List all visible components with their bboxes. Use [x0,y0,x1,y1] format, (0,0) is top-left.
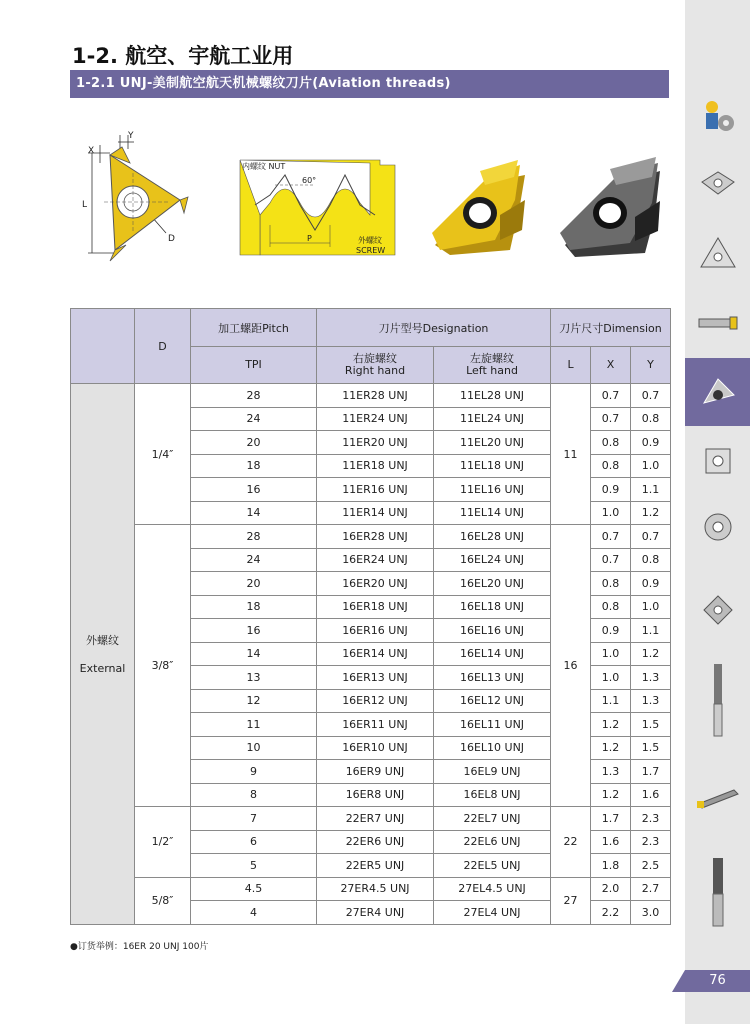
left-hand-cell: 16EL13 UNJ [434,666,551,690]
x-cell: 1.2 [591,713,631,737]
tpi-cell: 28 [191,384,317,408]
x-cell: 1.7 [591,807,631,831]
y-cell: 0.8 [631,407,671,431]
tpi-cell: 20 [191,431,317,455]
right-hand-cell: 27ER4.5 UNJ [317,877,434,901]
diameter-cell: 1/4″ [135,384,191,525]
header-right-en: Right hand [344,364,406,377]
header-designation: 刀片型号Designation [317,309,551,347]
header-blank-cell [71,309,135,384]
y-cell: 1.2 [631,642,671,666]
diameter-cell: 1/2″ [135,807,191,878]
tpi-cell: 5 [191,854,317,878]
tpi-cell: 9 [191,760,317,784]
header-l: L [551,347,591,384]
y-cell: 0.7 [631,525,671,549]
header-dimension: 刀片尺寸Dimension [551,309,671,347]
left-hand-cell: 16EL9 UNJ [434,760,551,784]
thread-type-cell [71,384,135,925]
page-number-corner [672,970,685,992]
tpi-cell: 6 [191,830,317,854]
worker-gear-icon[interactable] [690,92,745,142]
right-hand-cell: 16ER16 UNJ [317,619,434,643]
nut-label: 内螺纹 NUT [242,162,286,171]
left-hand-cell: 11EL16 UNJ [434,478,551,502]
x-cell: 0.7 [591,407,631,431]
right-hand-cell: 16ER20 UNJ [317,572,434,596]
right-hand-cell: 11ER28 UNJ [317,384,434,408]
parting-blade-icon[interactable] [690,298,745,348]
x-cell: 1.0 [591,642,631,666]
right-hand-cell: 16ER11 UNJ [317,713,434,737]
y-cell: 2.3 [631,807,671,831]
table-row [71,877,671,901]
table-row [71,807,671,831]
x-cell: 0.7 [591,384,631,408]
left-hand-cell: 22EL6 UNJ [434,830,551,854]
left-hand-cell: 11EL14 UNJ [434,501,551,525]
tpi-cell: 8 [191,783,317,807]
tpi-cell: 20 [191,572,317,596]
x-cell: 2.2 [591,901,631,925]
left-hand-cell: 22EL7 UNJ [434,807,551,831]
thread-type-cn: 外螺纹 [86,634,119,648]
tpi-cell: 7 [191,807,317,831]
y-cell: 1.2 [631,501,671,525]
tpi-cell: 4.5 [191,877,317,901]
header-x: X [591,347,631,384]
left-hand-cell: 16EL16 UNJ [434,619,551,643]
x-cell: 1.3 [591,760,631,784]
length-cell: 16 [551,525,591,807]
dark-insert-image [560,157,660,257]
x-cell: 0.9 [591,478,631,502]
y-cell: 1.3 [631,666,671,690]
screw-cn-label: 外螺纹 [358,236,382,245]
right-hand-cell: 16ER13 UNJ [317,666,434,690]
left-hand-cell: 16EL20 UNJ [434,572,551,596]
order-example-note: ●订货举例：16ER 20 UNJ 100片 [70,942,209,952]
left-hand-cell: 27EL4.5 UNJ [434,877,551,901]
header-tpi: TPI [191,347,317,384]
table-row [71,525,671,549]
section-subtitle: 1-2.1 UNJ-美制航空航天机械螺纹刀片(Aviation threads) [70,70,669,98]
y-cell: 1.3 [631,689,671,713]
dim-label-x: X [88,146,95,156]
right-hand-cell: 11ER18 UNJ [317,454,434,478]
gold-insert-image [432,160,525,255]
y-cell: 3.0 [631,901,671,925]
length-cell: 11 [551,384,591,525]
diameter-cell: 5/8″ [135,877,191,924]
x-cell: 1.1 [591,689,631,713]
dim-label-y: Y [128,131,134,141]
y-cell: 1.1 [631,619,671,643]
y-cell: 2.7 [631,877,671,901]
right-hand-cell: 16ER9 UNJ [317,760,434,784]
tpi-cell: 24 [191,407,317,431]
x-cell: 0.8 [591,431,631,455]
thread-insert-icon[interactable] [690,366,745,416]
y-cell: 0.7 [631,384,671,408]
right-hand-cell: 11ER24 UNJ [317,407,434,431]
x-cell: 2.0 [591,877,631,901]
y-cell: 2.3 [631,830,671,854]
tpi-cell: 24 [191,548,317,572]
left-hand-cell: 27EL4 UNJ [434,901,551,925]
y-cell: 1.5 [631,713,671,737]
right-hand-cell: 22ER6 UNJ [317,830,434,854]
triangle-insert-icon[interactable] [690,228,745,278]
left-hand-cell: 16EL11 UNJ [434,713,551,737]
category-sidebar [685,0,750,1024]
insert-diagram [70,105,680,305]
square-hole-insert-icon[interactable] [690,436,745,486]
tpi-cell: 16 [191,478,317,502]
x-cell: 0.7 [591,525,631,549]
right-hand-cell: 27ER4 UNJ [317,901,434,925]
round-insert-icon[interactable] [690,502,745,552]
length-cell: 22 [551,807,591,878]
y-cell: 2.5 [631,854,671,878]
tpi-cell: 11 [191,713,317,737]
angle-label: 60° [302,176,317,185]
header-right-cn: 右旋螺纹 [353,352,397,365]
aviation-thread-table [70,308,671,925]
left-hand-cell: 11EL20 UNJ [434,431,551,455]
header-pitch: 加工螺距Pitch [191,309,317,347]
table-row [71,384,671,408]
tpi-cell: 12 [191,689,317,713]
x-cell: 1.0 [591,666,631,690]
header-right-hand [317,347,434,384]
right-hand-cell: 11ER14 UNJ [317,501,434,525]
right-hand-cell: 16ER10 UNJ [317,736,434,760]
x-cell: 0.7 [591,548,631,572]
y-cell: 0.8 [631,548,671,572]
y-cell: 0.9 [631,572,671,596]
header-y: Y [631,347,671,384]
x-cell: 0.8 [591,454,631,478]
header-left-hand [434,347,551,384]
tpi-cell: 14 [191,501,317,525]
screw-en-label: SCREW [356,246,386,255]
length-cell: 27 [551,877,591,924]
tpi-cell: 28 [191,525,317,549]
tpi-cell: 14 [191,642,317,666]
header-left-en: Left hand [466,364,518,377]
left-hand-cell: 16EL14 UNJ [434,642,551,666]
page-title: 1-2. 航空、宇航工业用 [72,44,294,68]
x-cell: 1.8 [591,854,631,878]
header-d: D [135,309,191,384]
tpi-cell: 10 [191,736,317,760]
right-hand-cell: 16ER14 UNJ [317,642,434,666]
left-hand-cell: 16EL24 UNJ [434,548,551,572]
tpi-cell: 4 [191,901,317,925]
header-left-cn: 左旋螺纹 [470,352,514,365]
left-hand-cell: 22EL5 UNJ [434,854,551,878]
page-number: 76 [685,970,750,992]
left-hand-cell: 16EL8 UNJ [434,783,551,807]
tpi-cell: 16 [191,619,317,643]
right-hand-cell: 16ER8 UNJ [317,783,434,807]
square-insert-icon[interactable] [690,158,745,208]
milling-insert-icon[interactable] [690,585,745,635]
tpi-cell: 18 [191,454,317,478]
left-hand-cell: 11EL18 UNJ [434,454,551,478]
right-hand-cell: 22ER5 UNJ [317,854,434,878]
y-cell: 0.9 [631,431,671,455]
right-hand-cell: 16ER28 UNJ [317,525,434,549]
right-hand-cell: 16ER24 UNJ [317,548,434,572]
x-cell: 1.2 [591,783,631,807]
tpi-cell: 18 [191,595,317,619]
insert-outline-shape [104,147,188,261]
right-hand-cell: 11ER16 UNJ [317,478,434,502]
right-hand-cell: 22ER7 UNJ [317,807,434,831]
x-cell: 0.8 [591,595,631,619]
left-hand-cell: 16EL10 UNJ [434,736,551,760]
y-cell: 1.0 [631,595,671,619]
y-cell: 1.0 [631,454,671,478]
x-cell: 1.0 [591,501,631,525]
thread-type-en: External [79,662,126,676]
x-cell: 1.2 [591,736,631,760]
x-cell: 1.6 [591,830,631,854]
dim-label-l: L [82,200,88,210]
x-cell: 0.9 [591,619,631,643]
left-hand-cell: 16EL28 UNJ [434,525,551,549]
drill-icon[interactable] [690,852,745,932]
tpi-cell: 13 [191,666,317,690]
right-hand-cell: 11ER20 UNJ [317,431,434,455]
y-cell: 1.5 [631,736,671,760]
right-hand-cell: 16ER12 UNJ [317,689,434,713]
right-hand-cell: 16ER18 UNJ [317,595,434,619]
left-hand-cell: 16EL18 UNJ [434,595,551,619]
y-cell: 1.7 [631,760,671,784]
y-cell: 1.6 [631,783,671,807]
dim-label-d: D [168,234,175,244]
left-hand-cell: 16EL12 UNJ [434,689,551,713]
diameter-cell: 3/8″ [135,525,191,807]
left-hand-cell: 11EL24 UNJ [434,407,551,431]
boring-bar-icon[interactable] [690,772,745,822]
x-cell: 0.8 [591,572,631,596]
left-hand-cell: 11EL28 UNJ [434,384,551,408]
end-mill-icon[interactable] [690,660,745,740]
pitch-label: P [307,234,312,243]
y-cell: 1.1 [631,478,671,502]
